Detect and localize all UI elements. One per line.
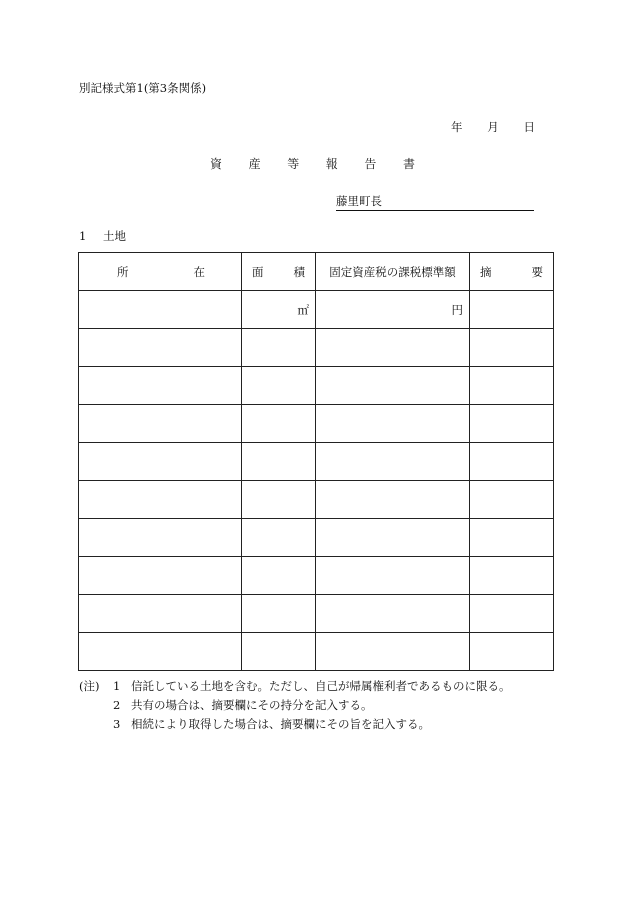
section-heading: [79, 228, 126, 244]
header-location: [79, 253, 242, 291]
date-day-label: 日: [523, 120, 535, 134]
note-number: 2: [113, 698, 121, 712]
table-row: [79, 595, 554, 633]
location-cell[interactable]: [79, 291, 242, 329]
tax-value-cell[interactable]: [316, 443, 470, 481]
area-cell[interactable]: [242, 367, 316, 405]
table-row: [79, 367, 554, 405]
note-item: [79, 715, 511, 734]
remarks-cell[interactable]: [470, 519, 554, 557]
document-title: [210, 155, 415, 172]
area-cell[interactable]: [242, 519, 316, 557]
notes-prefix: (注): [79, 679, 100, 693]
tax-value-cell[interactable]: [316, 519, 470, 557]
form-reference: 別記様式第1(第3条関係): [79, 81, 207, 95]
tax-value-cell[interactable]: [316, 557, 470, 595]
table-row: [79, 443, 554, 481]
tax-value-unit: 円: [451, 302, 463, 317]
header-area: [242, 253, 316, 291]
header-remarks-char: 摘: [480, 264, 492, 279]
table-header-row: [79, 253, 554, 291]
tax-value-cell[interactable]: [316, 405, 470, 443]
table-row: [79, 519, 554, 557]
date-year-label: 年: [451, 120, 463, 134]
remarks-cell[interactable]: [470, 443, 554, 481]
note-text: 相続により取得した場合は、摘要欄にその旨を記入する。: [131, 717, 430, 731]
note-item: [79, 677, 511, 696]
header-remarks: [470, 253, 554, 291]
area-cell[interactable]: [242, 595, 316, 633]
addressee-name: 藤里町長: [336, 194, 382, 208]
header-remarks-char: 要: [531, 264, 543, 279]
note-indent: [79, 696, 113, 715]
tax-value-cell[interactable]: [316, 367, 470, 405]
note-number: 1: [113, 679, 121, 693]
location-cell[interactable]: [79, 519, 242, 557]
title-char: 等: [287, 157, 300, 171]
remarks-cell[interactable]: [470, 595, 554, 633]
title-char: 告: [364, 157, 377, 171]
note-text: 信託している土地を含む。ただし、自己が帰属権利者であるものに限る。: [131, 679, 511, 693]
remarks-cell[interactable]: [470, 633, 554, 671]
location-cell[interactable]: [79, 367, 242, 405]
table-row: [79, 481, 554, 519]
location-cell[interactable]: [79, 405, 242, 443]
table-row: [79, 329, 554, 367]
remarks-cell[interactable]: [470, 481, 554, 519]
section-title: 土地: [103, 229, 126, 243]
note-indent: [79, 715, 113, 734]
area-cell[interactable]: [242, 557, 316, 595]
note-text: 共有の場合は、摘要欄にその持分を記入する。: [131, 698, 373, 712]
table-row: [79, 557, 554, 595]
title-char: 資: [210, 157, 223, 171]
title-char: 報: [325, 157, 338, 171]
header-location-char: 在: [193, 264, 205, 279]
land-table: [78, 252, 554, 671]
title-char: 産: [248, 157, 261, 171]
date-line: [451, 119, 535, 135]
location-cell[interactable]: [79, 595, 242, 633]
remarks-cell[interactable]: [470, 329, 554, 367]
area-cell[interactable]: [242, 405, 316, 443]
location-cell[interactable]: [79, 557, 242, 595]
area-cell[interactable]: [242, 291, 316, 329]
header-area-char: 面: [252, 264, 264, 279]
location-cell[interactable]: [79, 481, 242, 519]
tax-value-cell[interactable]: [316, 633, 470, 671]
table-row: [79, 405, 554, 443]
title-char: 書: [402, 157, 415, 171]
location-cell[interactable]: [79, 329, 242, 367]
table-row: [79, 291, 554, 329]
note-number: 3: [113, 717, 121, 731]
table-row: [79, 633, 554, 671]
area-cell[interactable]: [242, 443, 316, 481]
tax-value-cell[interactable]: [316, 481, 470, 519]
addressee-line: [336, 193, 534, 211]
header-location-char: 所: [117, 264, 129, 279]
remarks-cell[interactable]: [470, 291, 554, 329]
area-cell[interactable]: [242, 481, 316, 519]
header-area-char: 積: [293, 264, 305, 279]
tax-value-cell[interactable]: [316, 329, 470, 367]
remarks-cell[interactable]: [470, 405, 554, 443]
date-month-label: 月: [487, 120, 499, 134]
remarks-cell[interactable]: [470, 367, 554, 405]
section-number: 1: [79, 229, 87, 243]
header-tax-value: 固定資産税の課税標準額: [316, 253, 470, 291]
area-cell[interactable]: [242, 633, 316, 671]
location-cell[interactable]: [79, 633, 242, 671]
area-cell[interactable]: [242, 329, 316, 367]
note-item: [79, 696, 511, 715]
notes-section: [79, 677, 511, 734]
area-unit: ㎡: [297, 302, 309, 317]
tax-value-cell[interactable]: [316, 291, 470, 329]
location-cell[interactable]: [79, 443, 242, 481]
remarks-cell[interactable]: [470, 557, 554, 595]
tax-value-cell[interactable]: [316, 595, 470, 633]
